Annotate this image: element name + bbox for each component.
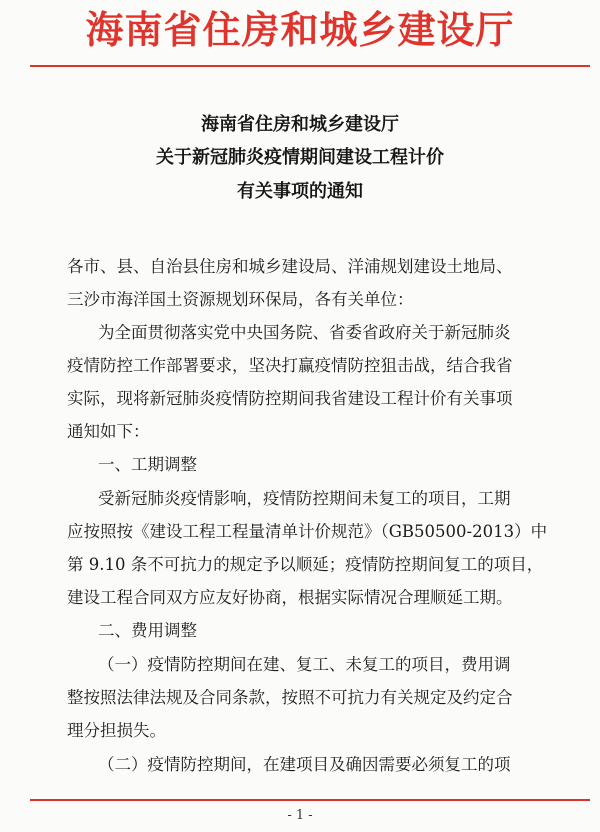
page-number: - 1 - — [287, 808, 313, 823]
body-line: 建设工程合同双方应友好协商，根据实际情况合理顺延工期。 — [67, 588, 513, 607]
letterhead-rule-bottom — [30, 799, 590, 801]
body-line: 第 9.10 条不可抗力的规定予以顺延；疫情防控期间复工的项目， — [67, 555, 544, 574]
section-heading: 一、工期调整 — [98, 455, 197, 474]
letterhead-rule-top — [30, 65, 590, 67]
body-line: 理分担损失。 — [67, 721, 166, 740]
document-title-line-3: 有关事项的通知 — [237, 181, 363, 202]
document-title-line-1: 海南省住房和城乡建设厅 — [201, 114, 399, 135]
body-line: 为全面贯彻落实党中央国务院、省委省政府关于新冠肺炎 — [98, 323, 511, 342]
section-heading: 二、费用调整 — [98, 621, 197, 640]
body-line: 受新冠肺炎疫情影响，疫情防控期间未复工的项目，工期 — [98, 489, 511, 508]
body-line: 实际，现将新冠肺炎疫情防控期间我省建设工程计价有关事项 — [67, 389, 513, 408]
body-line: （一）疫情防控期间在建、复工、未复工的项目，费用调 — [98, 655, 511, 674]
body-line: 通知如下： — [67, 422, 150, 441]
body-line: 三沙市海洋国土资源规划环保局，各有关单位： — [67, 290, 414, 309]
body-line: 疫情防控工作部署要求，坚决打赢疫情防控狙击战，结合我省 — [67, 356, 513, 375]
body-line: 各市、县、自治县住房和城乡建设局、洋浦规划建设土地局、 — [67, 257, 513, 276]
body-line: （二）疫情防控期间，在建项目及确因需要必须复工的项 — [98, 755, 511, 774]
body-line: 应按照按《建设工程工程量清单计价规范》（GB50500-2013）中 — [67, 522, 548, 541]
body-line: 整按照法律法规及合同条款，按照不可抗力有关规定及约定合 — [67, 688, 513, 707]
letterhead-title: 海南省住房和城乡建设厅 — [85, 8, 515, 52]
document-title-line-2: 关于新冠肺炎疫情期间建设工程计价 — [156, 147, 444, 168]
